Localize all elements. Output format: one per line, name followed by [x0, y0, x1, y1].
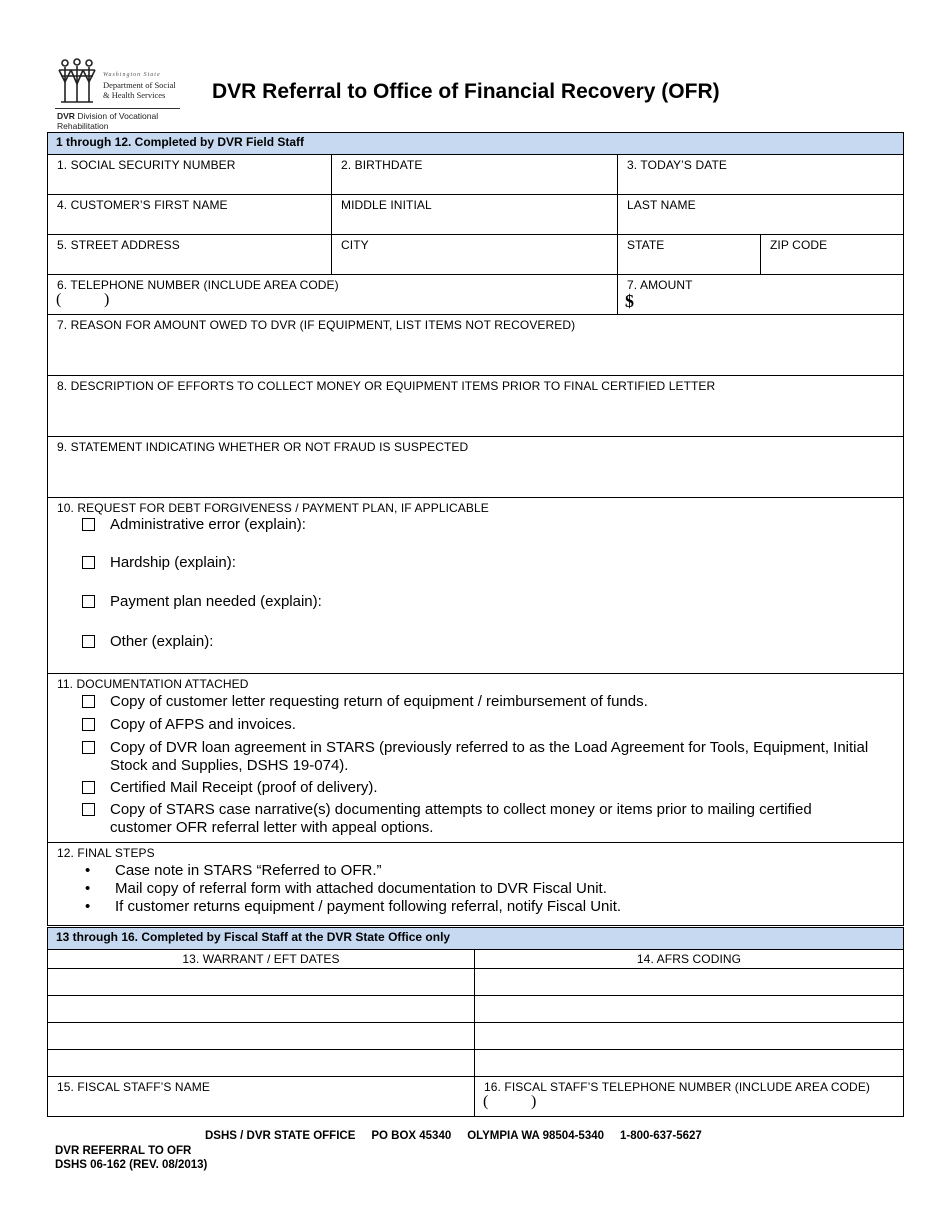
telephone-label: 6. TELEPHONE NUMBER (INCLUDE AREA CODE) — [57, 278, 339, 292]
final-steps-section — [48, 843, 904, 926]
option-label: Hardship (explain): — [110, 554, 236, 571]
final-steps-label: 12. FINAL STEPS — [57, 846, 155, 860]
checkbox[interactable] — [82, 781, 95, 794]
telephone-field[interactable] — [48, 275, 618, 315]
staff-name-label: 15. FISCAL STAFF’S NAME — [57, 1080, 210, 1094]
fiscal-section — [47, 927, 904, 1117]
final-step-item — [82, 862, 903, 880]
final-step-text: Mail copy of referral form with attached documentation to DVR Fiscal Unit. — [115, 880, 607, 897]
amount-field[interactable] — [618, 275, 904, 315]
todays-date-label: 3. TODAY’S DATE — [627, 158, 727, 172]
documentation-option[interactable] — [82, 739, 903, 775]
option-label: Other (explain): — [110, 633, 214, 650]
page-title: DVR Referral to Office of Financial Recovery (OFR) — [212, 80, 720, 103]
checkbox[interactable] — [82, 595, 95, 608]
staff-name-field[interactable] — [48, 1077, 475, 1117]
option-label: Copy of AFPS and invoices. — [110, 716, 296, 733]
logo-division-abbr: DVR — [57, 111, 75, 121]
reason-field[interactable] — [48, 315, 904, 376]
middle-initial-label: MIDDLE INITIAL — [341, 198, 432, 212]
paren-open: ( — [483, 1093, 489, 1110]
forgiveness-section — [48, 498, 904, 674]
afrs-header — [475, 950, 904, 969]
checkbox[interactable] — [82, 518, 95, 531]
logo-dept-line1: Department of Social — [103, 80, 176, 90]
forgiveness-label: 10. REQUEST FOR DEBT FORGIVENESS / PAYMENT PLAN, IF APPLICABLE — [57, 501, 489, 515]
ssn-field[interactable] — [48, 155, 332, 195]
paren-close: ) — [104, 291, 110, 308]
warrant-cell[interactable] — [48, 1023, 475, 1050]
logo-wordmark — [103, 70, 176, 100]
zip-field[interactable] — [761, 235, 904, 275]
documentation-option[interactable] — [82, 801, 903, 837]
first-name-field[interactable] — [48, 195, 332, 235]
warrant-cell[interactable] — [48, 996, 475, 1023]
fraud-field[interactable] — [48, 437, 904, 498]
middle-initial-field[interactable] — [332, 195, 618, 235]
option-label: Administrative error (explain): — [110, 516, 306, 533]
option-label: Copy of customer letter requesting return of equipment / reimbursement of funds. — [110, 693, 648, 710]
warrant-cell[interactable] — [48, 969, 475, 996]
logo-division — [57, 111, 158, 131]
logo-state: Washington State — [103, 72, 161, 78]
checkbox[interactable] — [82, 635, 95, 648]
checkbox[interactable] — [82, 803, 95, 816]
ssn-label: 1. SOCIAL SECURITY NUMBER — [57, 158, 236, 172]
state-field[interactable] — [618, 235, 761, 275]
warrant-header — [48, 950, 475, 969]
birthdate-label: 2. BIRTHDATE — [341, 158, 423, 172]
forgiveness-option[interactable] — [82, 516, 903, 533]
referral-form — [47, 132, 904, 926]
documentation-section — [48, 674, 904, 843]
logo-division-line2: Rehabilitation — [57, 121, 109, 131]
staff-phone-field[interactable] — [475, 1077, 904, 1117]
logo-division-line1: Division of Vocational — [77, 111, 159, 121]
option-label: Copy of DVR loan agreement in STARS (previously referred to as the Load Agreement for Tools, Equipment, Initial Stock and Supplies, DSHS 19-074). — [110, 739, 869, 774]
dollar-sign: $ — [625, 291, 634, 311]
final-step-text: If customer returns equipment / payment following referral, notify Fiscal Unit. — [115, 898, 622, 915]
option-label: Copy of STARS case narrative(s) documenting attempts to collect money or items prior to mailing certified customer OFR referral letter with appeal options. — [110, 801, 812, 836]
dshs-emblem-icon — [55, 58, 99, 104]
final-step-item — [82, 880, 903, 898]
last-name-label: LAST NAME — [627, 198, 696, 212]
dshs-logo — [55, 56, 185, 132]
afrs-cell[interactable] — [475, 1023, 904, 1050]
documentation-option[interactable] — [82, 779, 903, 797]
street-address-field[interactable] — [48, 235, 332, 275]
todays-date-field[interactable] — [618, 155, 904, 195]
area-code-parens — [48, 292, 617, 308]
checkbox[interactable] — [82, 556, 95, 569]
forgiveness-option[interactable] — [82, 593, 903, 610]
reason-label: 7. REASON FOR AMOUNT OWED TO DVR (IF EQUIPMENT, LIST ITEMS NOT RECOVERED) — [57, 318, 576, 332]
street-address-label: 5. STREET ADDRESS — [57, 238, 180, 252]
bullet: • — [85, 862, 91, 879]
last-name-field[interactable] — [618, 195, 904, 235]
checkbox[interactable] — [82, 741, 95, 754]
afrs-cell[interactable] — [475, 1050, 904, 1077]
state-label: STATE — [627, 238, 665, 252]
forgiveness-option[interactable] — [82, 554, 903, 571]
paren-close: ) — [531, 1093, 537, 1110]
efforts-field[interactable] — [48, 376, 904, 437]
first-name-label: 4. CUSTOMER’S FIRST NAME — [57, 198, 228, 212]
paren-open: ( — [56, 291, 62, 308]
section-a-header: 1 through 12. Completed by DVR Field Staff — [48, 133, 904, 155]
staff-phone-label: 16. FISCAL STAFF’S TELEPHONE NUMBER (INCLUDE AREA CODE) — [484, 1080, 871, 1094]
footer-address: DSHS / DVR STATE OFFICE PO BOX 45340 OLYMPIA WA 98504-5340 1-800-637-5627 — [205, 1130, 702, 1142]
logo-dept-line2: & Health Services — [103, 90, 166, 100]
logo-divider — [55, 108, 180, 109]
zip-label: ZIP CODE — [770, 238, 828, 252]
option-label: Payment plan needed (explain): — [110, 593, 322, 610]
option-label: Certified Mail Receipt (proof of delivery). — [110, 779, 378, 796]
bullet: • — [85, 898, 91, 915]
forgiveness-option[interactable] — [82, 633, 903, 650]
area-code-parens — [475, 1094, 903, 1110]
final-step-text: Case note in STARS “Referred to OFR.” — [115, 862, 382, 879]
section-b-header: 13 through 16. Completed by Fiscal Staff at the DVR State Office only — [48, 928, 904, 950]
warrant-cell[interactable] — [48, 1050, 475, 1077]
bullet: • — [85, 880, 91, 897]
afrs-cell[interactable] — [475, 969, 904, 996]
documentation-option[interactable] — [82, 693, 903, 711]
documentation-label: 11. DOCUMENTATION ATTACHED — [57, 677, 249, 691]
city-label: CITY — [341, 238, 369, 252]
footer-form-number: DSHS 06-162 (REV. 08/2013) — [55, 1159, 208, 1171]
checkbox[interactable] — [82, 695, 95, 708]
amount-label: 7. AMOUNT — [627, 278, 693, 292]
city-field[interactable] — [332, 235, 618, 275]
afrs-cell[interactable] — [475, 996, 904, 1023]
fraud-label: 9. STATEMENT INDICATING WHETHER OR NOT FRAUD IS SUSPECTED — [57, 440, 469, 454]
warrant-label: 13. WARRANT / EFT DATES — [182, 952, 340, 966]
final-step-item — [82, 898, 903, 916]
afrs-label: 14. AFRS CODING — [636, 952, 742, 966]
documentation-option[interactable] — [82, 716, 903, 734]
efforts-label: 8. DESCRIPTION OF EFFORTS TO COLLECT MONEY OR EQUIPMENT ITEMS PRIOR TO FINAL CERTIFIED LETTER — [57, 379, 716, 393]
footer-form-name: DVR REFERRAL TO OFR — [55, 1145, 192, 1157]
checkbox[interactable] — [82, 718, 95, 731]
birthdate-field[interactable] — [332, 155, 618, 195]
